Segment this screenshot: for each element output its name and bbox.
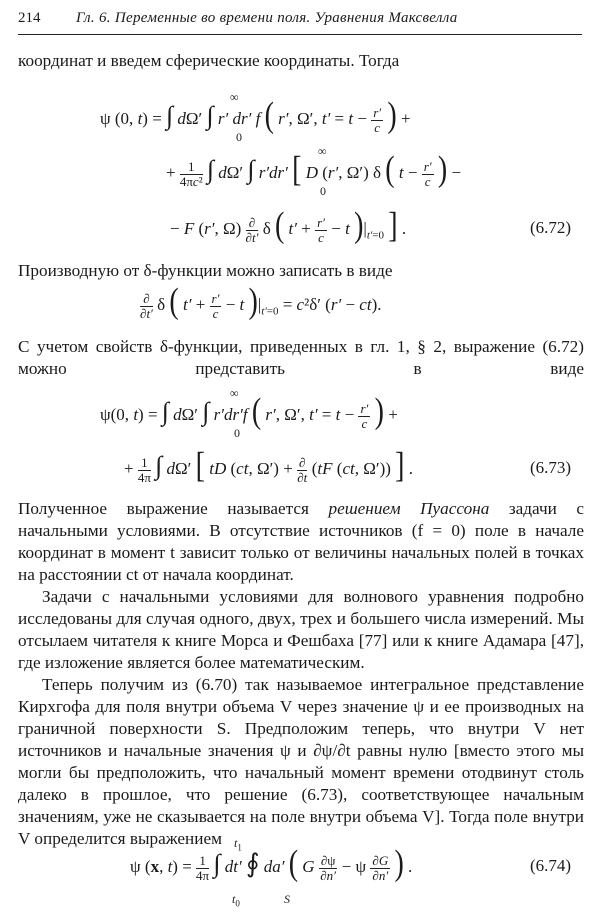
running-title: Гл. 6. Переменные во времени поля. Уравнения Максвелла — [76, 10, 458, 26]
equation-number-6-72: (6.72) — [530, 218, 572, 237]
paragraph-intro: координат и введем сферические координаты. Тогда — [18, 51, 400, 70]
equation-delta-derivative: $\frac{\partial}{\partial t'}$ δ ( t′ + $\frac{r'}{c}$ − t )$|_{t'=0} = c^2\delta'$ (r′ − ct). — [140, 281, 382, 322]
equation-number-6-73: (6.73) — [530, 458, 572, 477]
equation-number-6-74: (6.74) — [530, 856, 572, 875]
eq674-line: ψ (x, t) = $\frac{1}{4\pi}$ ∫ dt′ ∮ da′ ( G $\frac{\partial\psi}{\partial n'}$ − ψ $\frac{\partial G}{\partial n'}$ ) . — [130, 843, 413, 884]
eq673-line2: + $\frac{1}{4\pi}$ ∫ dΩ′ [ tD (ct, Ω′) + $\frac{\partial}{\partial t}$ (tF (ct, Ω′)) ] . — [124, 445, 413, 486]
paragraph-delta-derivative: Производную от δ-функции можно записать в виде — [18, 261, 393, 280]
paragraph-poisson — [18, 498, 584, 586]
header-rule — [18, 34, 582, 35]
paragraph-initial-problems: Задачи с начальными условиями для волнового уравнения подробно исследованы для случая одного, двух, трех и большего числа измерений. Мы отсылаем читателя к книге Морса и Фешбаха [77] или к книге Адамара [47], где изложение является более математическим. — [18, 587, 584, 672]
eq672-line3: − F (r′, Ω) $\frac{\partial}{\partial t'}$ δ ( t′ + $\frac{r'}{c}$ − t )$|_{t'=0}$ ] . — [170, 205, 407, 246]
eq673-line1: ψ(0, t) = ∫ dΩ′ ∫ r′dr′f ( r′, Ω′, t′ = t − $\frac{r'}{c}$ ) + — [100, 391, 398, 432]
page-number: 214 — [18, 10, 41, 26]
paragraph-kirchhoff: Теперь получим из (6.70) так называемое интегральное представление Кирхгофа для поля внутри объема V через значение ψ и ее производных на граничной поверхности S. Предположим теперь, что внутри V нет источников и начальные значения ψ и ∂ψ/∂t равны нулю [вместо этого мы могли бы предположить, что начальный момент времени отодвинут столь далеко в прошлое, что решение (6.73), соответствующее начальным значениям, уже не сказывается на поле внутри объема V]. Тогда поле внутри V определится выражением — [18, 675, 584, 848]
eq672-line1: ψ (0, t) = ∫ dΩ′ ∫ r′ dr′ f ( r′, Ω′, t′ = t − $\frac{r'}{c}$ ) + — [100, 95, 411, 136]
equation-6-74: ψ (x, t) = $\frac{1}{4\pi}$ ∫ dt′ ∮ da′ ( G $\frac{\partial\psi}{\partial n'}$ − ψ $\frac{\partial G}{\partial n'}$ ) . $t_1$ $t_0$ S (6.74) — [130, 836, 572, 909]
page-header — [18, 8, 582, 30]
poisson-text-b: задачи с начальными условиями. В отсутствие источников (f = 0) поле в начале координат в момент t зависит только от величины начальных полей в точках на расстоянии ct от начала координат. — [18, 499, 585, 584]
equation-6-73: ψ(0, t) = ∫ dΩ′ ∫ r′dr′f ( r′, Ω′, t′ = t − $\frac{r'}{c}$ ) + ∞ 0 + $\frac{1}{4\pi}$ ∫ dΩ′ [ tD (ct, Ω′) + $\frac{\partial}{\partial t}$ (tF (ct, Ω′)) ] . (6.73) — [100, 386, 572, 486]
poisson-emphasis: решением Пуассона — [328, 499, 490, 518]
equation-6-72: ψ (0, t) = ∫ dΩ′ ∫ r′ dr′ f ( r′, Ω′, t′ = t − $\frac{r'}{c}$ ) + ∞ 0 + $\frac{1}{\text{4πc²}}$ ∫ dΩ′ ∫ r′dr′ [ D (r′, Ω′) δ ( t − $\frac{r'}{c}$ ) − ∞ 0 − F (r′, Ω) $\frac{\partial}{\partial t'}$ δ ( t′ + $\frac{r'}{c}$ − t )$|_{t'=0}$ ] . (6.72) — [100, 90, 572, 246]
paragraph-delta-properties: С учетом свойств δ-функции, приведенных в гл. 1, § 2, выражение (6.72) можно представить в виде — [18, 337, 584, 378]
eq672-line2: + $\frac{1}{\text{4πc²}}$ ∫ dΩ′ ∫ r′dr′ [ D (r′, Ω′) δ ( t − $\frac{r'}{c}$ ) − — [166, 149, 462, 190]
poisson-text-a: Полученное выражение называется — [18, 499, 329, 518]
